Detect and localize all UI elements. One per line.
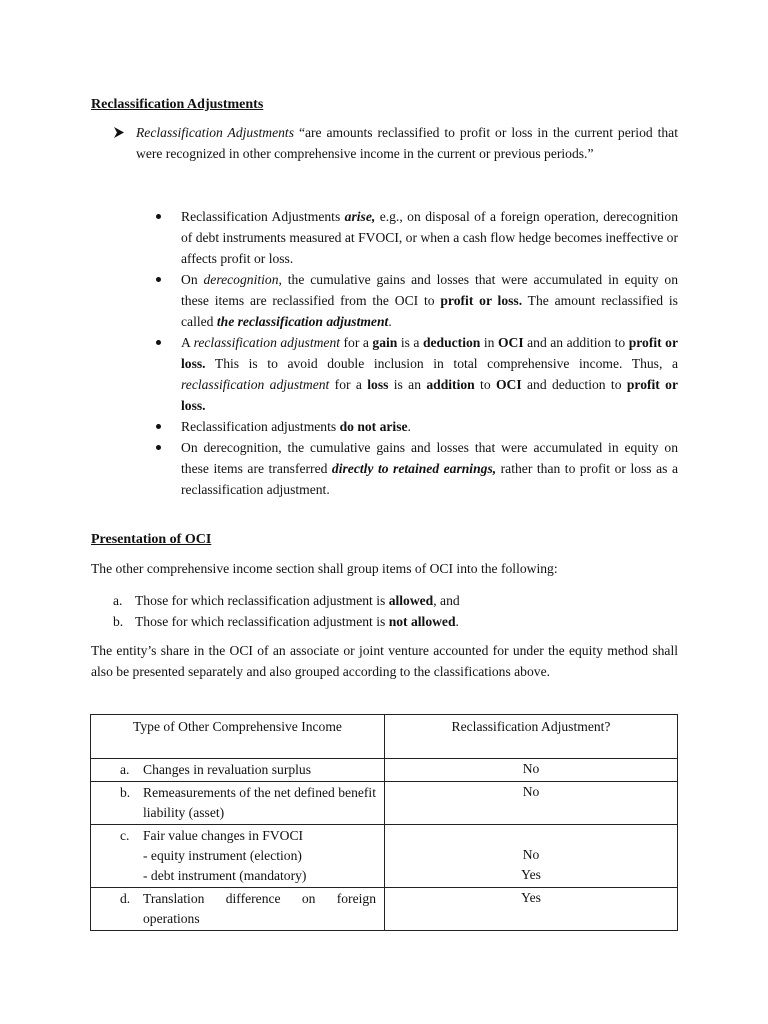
list-item [155,206,678,269]
text-run: is an [388,377,427,392]
text-run: profit or loss. [440,293,523,308]
list-item [155,416,678,437]
text-run: . [407,419,411,434]
definition-quote: “are amounts reclassified to profit or loss in the current period that were recognized in other comprehensive income in the current or previous periods.” [136,125,678,161]
bullet-dot-icon [156,340,161,345]
text-run: OCI [495,377,522,392]
bullet-dot-icon [156,214,161,219]
list-item [155,437,678,500]
text-run: is a [397,335,423,350]
table-header-row [91,715,678,759]
row-marker: d. [120,891,131,906]
text-run: Those for which reclassification adjustment is [135,593,389,608]
row-answer: Yes [521,867,541,882]
definition-term: Reclassification Adjustments [136,125,294,140]
text-run: Reclassification Adjustments [181,209,345,224]
row-label: Translation difference on foreign operations [143,891,376,926]
table-cell [91,888,385,931]
text-run: allowed [388,593,434,608]
column-header-reclassification: Reclassification Adjustment? [385,715,678,759]
text-run: arise, [344,209,376,224]
table-row [91,825,678,888]
arrow-bullet-icon [114,127,124,138]
list-marker: b. [113,614,124,629]
text-run: do not arise [339,419,408,434]
row-marker: a. [120,762,130,777]
text-run: e.g., on disposal of a foreign operation, derecognition of debt instruments measured at FVOCI, or when a cash flow hedge becomes ineffective or affects profit or loss. [181,209,679,266]
bullet-list [155,206,678,500]
text-run: On derecognition, the cumulative gains and losses that were accumulated in equity on these items are transferred [181,440,678,476]
table-cell [91,825,385,888]
section-heading-presentation: Presentation of OCI [91,532,212,547]
text-run: to [474,377,496,392]
list-item [155,332,678,416]
text-run: in [480,335,498,350]
text-run: deduction [422,335,481,350]
section-heading-reclassification: Reclassification Adjustments [91,97,264,112]
text-run: rather than to profit or loss as a reclassification adjustment. [181,461,678,497]
text-run: for a [329,377,368,392]
text-run: The amount reclassified is called [181,293,678,329]
table-row [91,888,678,931]
text-run: and deduction to [521,377,627,392]
table-cell [385,888,678,931]
text-run: On [181,272,204,287]
text-run: This is to avoid double inclusion in total comprehensive income. Thus, a [205,356,678,371]
bullet-dot-icon [156,445,161,450]
text-run: reclassification adjustment [193,335,341,350]
intro-paragraph: The other comprehensive income section shall group items of OCI into the following: [91,561,558,576]
row-sublabel: - equity instrument (election) [143,848,302,863]
text-run: , the cumulative gains and losses that were accumulated in equity on these items are reclassified from the OCI to [181,272,678,308]
row-sublabel: - debt instrument (mandatory) [143,868,307,883]
row-label: Fair value changes in FVOCI [143,828,304,843]
text-run: loss [367,377,389,392]
list-marker: a. [113,593,123,608]
text-run: profit or loss. [181,377,678,413]
row-answer: No [522,761,540,776]
bullet-dot-icon [156,277,161,282]
table-cell [91,782,385,825]
list-item [155,269,678,332]
bullet-dot-icon [156,424,161,429]
text-run: directly to retained earnings, [331,461,497,476]
definition-block [114,122,678,164]
row-answer: No [522,847,540,862]
text-run: reclassification adjustment [181,377,330,392]
table-cell [385,759,678,782]
text-run: gain [372,335,398,350]
equity-method-paragraph: The entity’s share in the OCI of an associate or joint venture accounted for under the equity method shall also be presented separately and also grouped according to the classifications above. [91,643,678,679]
text-run: , and [433,593,460,608]
table-cell [385,825,678,888]
text-run: Those for which reclassification adjustment is [135,614,389,629]
text-run: OCI [497,335,524,350]
text-run: . [388,314,392,329]
spacer [385,825,677,845]
row-marker: c. [120,828,130,843]
definition-text [136,122,678,164]
classification-list [113,590,460,632]
table-row [91,782,678,825]
oci-table [90,714,678,931]
row-answer: No [522,784,540,799]
list-item [113,611,460,632]
text-run: Reclassification adjustments [181,419,340,434]
text-run: profit or loss. [181,335,678,371]
text-run: for a [340,335,373,350]
table-cell [385,782,678,825]
text-run: derecognition [203,272,279,287]
table-cell [91,759,385,782]
list-item [113,590,460,611]
text-run: addition [426,377,475,392]
row-answer: Yes [521,890,541,905]
row-label: Remeasurements of the net defined benefit liability (asset) [143,785,376,820]
column-header-type: Type of Other Comprehensive Income [91,715,385,759]
text-run: the reclassification adjustment [216,314,389,329]
row-marker: b. [120,785,131,800]
text-run: not allowed [388,614,456,629]
text-run: A [181,335,194,350]
table-row [91,759,678,782]
row-label: Changes in revaluation surplus [143,762,312,777]
text-run: and an addition to [523,335,629,350]
text-run: . [455,614,459,629]
